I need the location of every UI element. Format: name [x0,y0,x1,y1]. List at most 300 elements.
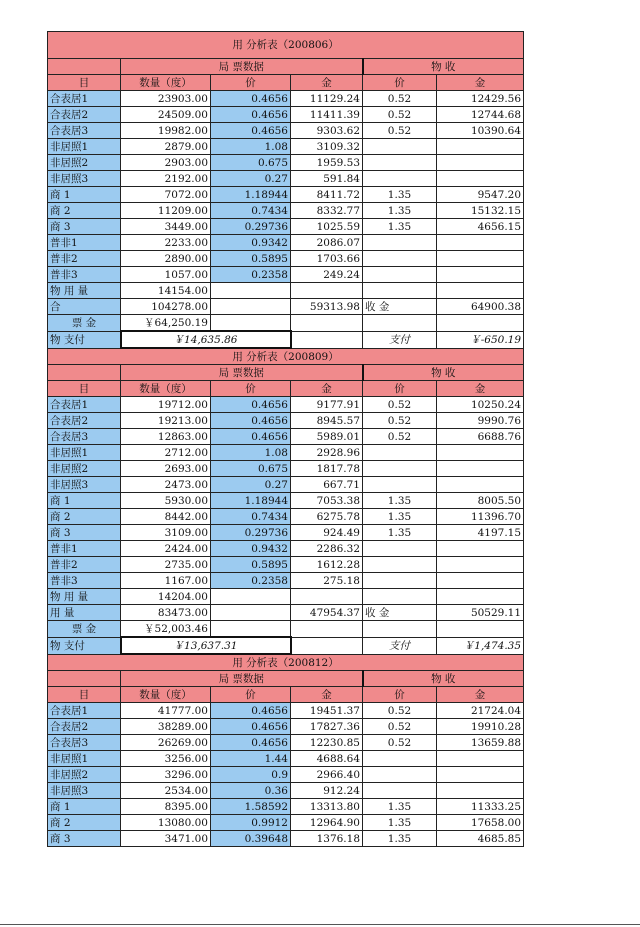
cell-amount[interactable]: 2086.07 [291,235,363,251]
col-header-quantity[interactable]: 数量（度） [121,687,211,703]
cell-receive-price[interactable] [363,251,437,267]
cell-amount[interactable]: 19451.37 [291,703,363,719]
pay2-value[interactable]: ￥-650.19 [437,331,524,348]
table-row [48,203,524,219]
cell-price[interactable]: 0.5895 [211,251,291,267]
cell-receive-amount[interactable]: 9547.20 [437,187,524,203]
cell-price[interactable]: 0.36 [211,783,291,799]
receive-label[interactable]: 收 金 [363,299,437,315]
pay2-value[interactable]: ￥1,474.35 [437,637,524,654]
cell-receive-price[interactable]: 0.52 [363,735,437,751]
cell-amount[interactable]: 249.24 [291,267,363,283]
cell-quantity[interactable]: 2735.00 [121,557,211,573]
cell-amount[interactable]: 2928.96 [291,445,363,461]
total-label[interactable]: 合 [48,299,121,315]
row-label[interactable]: 商 2 [48,203,121,219]
ticket-label[interactable]: 票 金 [48,315,121,332]
row-label[interactable]: 合表居1 [48,91,121,107]
subheader-row [48,671,524,687]
cell-amount[interactable]: 2966.40 [291,767,363,783]
cell-amount[interactable]: 7053.38 [291,493,363,509]
row-label[interactable]: 非居照1 [48,139,121,155]
row-label[interactable]: 合表居3 [48,123,121,139]
row-label[interactable]: 非居照3 [48,783,121,799]
cell-price[interactable]: 0.4656 [211,719,291,735]
cell-receive-amount[interactable]: 12429.56 [437,91,524,107]
cell-price[interactable]: 0.29736 [211,525,291,541]
cell-price[interactable]: 0.4656 [211,703,291,719]
col-header-receive-price[interactable]: 价 [363,687,437,703]
cell-price[interactable]: 0.675 [211,155,291,171]
row-label[interactable]: 商 3 [48,219,121,235]
table-row [48,477,524,493]
cell-amount[interactable]: 17827.36 [291,719,363,735]
cell-price[interactable]: 0.9342 [211,235,291,251]
cell-amount[interactable]: 2286.32 [291,541,363,557]
usage-label[interactable]: 物 用 量 [48,589,121,605]
row-label[interactable]: 非居照2 [48,155,121,171]
cell-quantity[interactable]: 19982.00 [121,123,211,139]
section-title[interactable]: 用 分析表（200806） [48,32,524,59]
cell-price[interactable]: 0.9 [211,767,291,783]
cell-receive-amount[interactable]: 10390.64 [437,123,524,139]
cell-quantity[interactable]: 23903.00 [121,91,211,107]
cell-receive-price[interactable]: 1.35 [363,831,437,847]
pay-blank[interactable] [291,331,363,348]
cell-receive-price[interactable]: 0.52 [363,91,437,107]
row-label[interactable]: 非居照1 [48,445,121,461]
cell-receive-amount[interactable]: 4656.15 [437,219,524,235]
cell-receive-amount[interactable] [437,767,524,783]
cell-receive-price[interactable] [363,445,437,461]
row-label[interactable]: 普非1 [48,541,121,557]
cell-receive-price[interactable] [363,235,437,251]
row-label[interactable]: 商 2 [48,509,121,525]
col-header-receive-amount[interactable]: 金 [437,381,524,397]
cell-receive-price[interactable] [363,155,437,171]
total-blank[interactable] [211,299,291,315]
subheader-blank[interactable] [48,59,121,75]
total-amount[interactable]: 59313.98 [291,299,363,315]
subheader-bureau[interactable]: 局 票数据 [121,59,363,75]
usage-blank-1[interactable] [211,589,291,605]
col-header-receive-price[interactable]: 价 [363,381,437,397]
section-title[interactable]: 用 分析表（200812） [48,654,524,671]
total-blank[interactable] [211,605,291,621]
cell-amount[interactable]: 6275.78 [291,509,363,525]
cell-amount[interactable]: 4688.64 [291,751,363,767]
col-header-amount[interactable]: 金 [291,687,363,703]
cell-amount[interactable]: 13313.80 [291,799,363,815]
col-header-price[interactable]: 价 [211,687,291,703]
usage-blank-1[interactable] [211,283,291,299]
cell-quantity[interactable]: 2424.00 [121,541,211,557]
col-header-receive-price[interactable]: 价 [363,75,437,91]
cell-receive-price[interactable]: 1.35 [363,187,437,203]
cell-amount[interactable]: 9177.91 [291,397,363,413]
cell-quantity[interactable]: 2192.00 [121,171,211,187]
ticket-blank-1[interactable] [211,621,291,638]
cell-receive-price[interactable]: 1.35 [363,493,437,509]
total-amount[interactable]: 47954.37 [291,605,363,621]
row-label[interactable]: 非居照2 [48,767,121,783]
cell-receive-price[interactable] [363,139,437,155]
cell-amount[interactable]: 1612.28 [291,557,363,573]
cell-price[interactable]: 0.9912 [211,815,291,831]
cell-quantity[interactable]: 1057.00 [121,267,211,283]
pay-value[interactable]: ￥13,637.31 [121,637,291,654]
cell-quantity[interactable]: 26269.00 [121,735,211,751]
ticket-blank-4[interactable] [437,315,524,332]
receive-label[interactable]: 收 金 [363,605,437,621]
cell-receive-amount[interactable]: 8005.50 [437,493,524,509]
section-title[interactable]: 用 分析表（200809） [48,348,524,365]
cell-receive-price[interactable] [363,461,437,477]
cell-price[interactable]: 0.9432 [211,541,291,557]
cell-receive-amount[interactable] [437,557,524,573]
cell-price[interactable]: 0.4656 [211,735,291,751]
ticket-blank-2[interactable] [291,315,363,332]
section-title-row [48,348,524,365]
cell-receive-amount[interactable] [437,235,524,251]
row-label[interactable]: 合表居3 [48,429,121,445]
table-row [48,123,524,139]
cell-amount[interactable]: 1817.78 [291,461,363,477]
cell-receive-amount[interactable] [437,251,524,267]
cell-quantity[interactable]: 3449.00 [121,219,211,235]
analysis-table [47,31,524,847]
col-header-receive-amount[interactable]: 金 [437,687,524,703]
cell-receive-price[interactable] [363,783,437,799]
subheader-bureau[interactable]: 局 票数据 [121,365,363,381]
usage-blank-3[interactable] [363,589,437,605]
cell-price[interactable]: 0.4656 [211,397,291,413]
col-header-receive-amount[interactable]: 金 [437,75,524,91]
pay-label[interactable]: 物 支付 [48,331,121,348]
subheader-property[interactable]: 物 收 [363,671,524,687]
column-header-row [48,75,524,91]
cell-receive-amount[interactable]: 17658.00 [437,815,524,831]
pay-blank[interactable] [291,637,363,654]
table-row [48,719,524,735]
cell-receive-amount[interactable] [437,751,524,767]
cell-price[interactable]: 0.7434 [211,203,291,219]
row-label[interactable]: 合表居2 [48,719,121,735]
cell-receive-amount[interactable]: 13659.88 [437,735,524,751]
cell-quantity[interactable]: 5930.00 [121,493,211,509]
row-label[interactable]: 商 1 [48,799,121,815]
cell-price[interactable]: 0.39648 [211,831,291,847]
cell-receive-price[interactable] [363,541,437,557]
ticket-blank-2[interactable] [291,621,363,638]
cell-quantity[interactable]: 12863.00 [121,429,211,445]
usage-blank-4[interactable] [437,589,524,605]
row-label[interactable]: 非居照3 [48,171,121,187]
cell-quantity[interactable]: 8395.00 [121,799,211,815]
cell-receive-price[interactable]: 1.35 [363,509,437,525]
cell-receive-price[interactable]: 0.52 [363,719,437,735]
ticket-value[interactable]: ￥64,250.19 [121,315,211,332]
row-label[interactable]: 普非2 [48,251,121,267]
row-label[interactable]: 商 1 [48,187,121,203]
cell-quantity[interactable]: 8442.00 [121,509,211,525]
cell-receive-amount[interactable] [437,573,524,589]
row-label[interactable]: 普非1 [48,235,121,251]
subheader-property[interactable]: 物 收 [363,59,524,75]
cell-quantity[interactable]: 2693.00 [121,461,211,477]
cell-amount[interactable]: 3109.32 [291,139,363,155]
cell-price[interactable]: 1.44 [211,751,291,767]
cell-price[interactable]: 0.4656 [211,107,291,123]
cell-receive-price[interactable]: 1.35 [363,815,437,831]
cell-price[interactable]: 0.4656 [211,413,291,429]
cell-amount[interactable]: 1959.53 [291,155,363,171]
cell-receive-amount[interactable] [437,139,524,155]
usage-blank-3[interactable] [363,283,437,299]
table-row [48,509,524,525]
row-label[interactable]: 合表居1 [48,397,121,413]
cell-receive-price[interactable] [363,751,437,767]
cell-receive-amount[interactable]: 11333.25 [437,799,524,815]
ticket-value[interactable]: ￥52,003.46 [121,621,211,638]
cell-price[interactable]: 0.4656 [211,123,291,139]
cell-amount[interactable]: 11411.39 [291,107,363,123]
cell-amount[interactable]: 1376.18 [291,831,363,847]
cell-amount[interactable]: 5989.01 [291,429,363,445]
col-header-item[interactable]: 目 [48,687,121,703]
table-row [48,557,524,573]
row-label[interactable]: 商 3 [48,831,121,847]
ticket-blank-4[interactable] [437,621,524,638]
pay2-label[interactable]: 支付 [363,637,437,654]
cell-price[interactable]: 1.18944 [211,493,291,509]
cell-amount[interactable]: 275.18 [291,573,363,589]
cell-price[interactable]: 0.5895 [211,557,291,573]
cell-receive-amount[interactable]: 12744.68 [437,107,524,123]
cell-receive-price[interactable] [363,477,437,493]
cell-quantity[interactable]: 2233.00 [121,235,211,251]
cell-quantity[interactable]: 13080.00 [121,815,211,831]
cell-receive-price[interactable]: 0.52 [363,413,437,429]
cell-receive-amount[interactable] [437,171,524,187]
cell-quantity[interactable]: 3296.00 [121,767,211,783]
cell-receive-price[interactable] [363,557,437,573]
col-header-price[interactable]: 价 [211,75,291,91]
cell-price[interactable]: 0.7434 [211,509,291,525]
total-quantity[interactable]: 83473.00 [121,605,211,621]
table-row [48,815,524,831]
subheader-blank[interactable] [48,365,121,381]
cell-receive-price[interactable]: 0.52 [363,123,437,139]
pay-value[interactable]: ￥14,635.86 [121,331,291,348]
table-row [48,187,524,203]
cell-amount[interactable]: 8332.77 [291,203,363,219]
subheader-blank[interactable] [48,671,121,687]
cell-quantity[interactable]: 2890.00 [121,251,211,267]
col-header-amount[interactable]: 金 [291,381,363,397]
cell-quantity[interactable]: 2473.00 [121,477,211,493]
table-row [48,493,524,509]
cell-receive-price[interactable]: 0.52 [363,703,437,719]
cell-quantity[interactable]: 2903.00 [121,155,211,171]
cell-receive-price[interactable]: 1.35 [363,799,437,815]
col-header-quantity[interactable]: 数量（度） [121,381,211,397]
cell-receive-amount[interactable]: 10250.24 [437,397,524,413]
cell-quantity[interactable]: 19213.00 [121,413,211,429]
cell-amount[interactable]: 8411.72 [291,187,363,203]
cell-amount[interactable]: 9303.62 [291,123,363,139]
cell-receive-amount[interactable] [437,445,524,461]
table-row [48,91,524,107]
row-label[interactable]: 商 2 [48,815,121,831]
pay-label[interactable]: 物 支付 [48,637,121,654]
cell-receive-amount[interactable]: 9990.76 [437,413,524,429]
ticket-blank-3[interactable] [363,315,437,332]
row-label[interactable]: 普非3 [48,267,121,283]
cell-receive-amount[interactable] [437,541,524,557]
cell-receive-price[interactable]: 1.35 [363,525,437,541]
cell-quantity[interactable]: 41777.00 [121,703,211,719]
cell-receive-price[interactable]: 0.52 [363,107,437,123]
table-row [48,573,524,589]
cell-receive-amount[interactable] [437,461,524,477]
cell-amount[interactable]: 924.49 [291,525,363,541]
cell-amount[interactable]: 667.71 [291,477,363,493]
cell-quantity[interactable]: 3109.00 [121,525,211,541]
table-row [48,541,524,557]
section-title-row [48,32,524,59]
cell-receive-amount[interactable] [437,267,524,283]
cell-quantity[interactable]: 2712.00 [121,445,211,461]
cell-price[interactable]: 1.58592 [211,799,291,815]
row-label[interactable]: 合表居2 [48,413,121,429]
ticket-row [48,315,524,332]
cell-receive-price[interactable] [363,267,437,283]
cell-receive-amount[interactable]: 15132.15 [437,203,524,219]
cell-price[interactable]: 1.08 [211,139,291,155]
cell-quantity[interactable]: 38289.00 [121,719,211,735]
cell-receive-price[interactable]: 0.52 [363,397,437,413]
cell-amount[interactable]: 12964.90 [291,815,363,831]
cell-price[interactable]: 0.2358 [211,267,291,283]
cell-quantity[interactable]: 24509.00 [121,107,211,123]
cell-price[interactable]: 0.4656 [211,429,291,445]
row-label[interactable]: 普非3 [48,573,121,589]
cell-receive-amount[interactable]: 6688.76 [437,429,524,445]
table-row [48,445,524,461]
cell-amount[interactable]: 912.24 [291,783,363,799]
cell-receive-price[interactable] [363,767,437,783]
row-label[interactable]: 合表居2 [48,107,121,123]
subheader-property[interactable]: 物 收 [363,365,524,381]
row-label[interactable]: 商 1 [48,493,121,509]
cell-quantity[interactable]: 3471.00 [121,831,211,847]
cell-receive-price[interactable] [363,171,437,187]
cell-quantity[interactable]: 2879.00 [121,139,211,155]
cell-price[interactable]: 0.4656 [211,91,291,107]
cell-price[interactable]: 0.675 [211,461,291,477]
cell-price[interactable]: 1.08 [211,445,291,461]
usage-blank-2[interactable] [291,283,363,299]
cell-receive-amount[interactable] [437,155,524,171]
ticket-blank-1[interactable] [211,315,291,332]
cell-price[interactable]: 0.27 [211,477,291,493]
usage-value[interactable]: 14154.00 [121,283,211,299]
row-label[interactable]: 非居照2 [48,461,121,477]
cell-price[interactable]: 0.29736 [211,219,291,235]
pay2-label[interactable]: 支付 [363,331,437,348]
col-header-amount[interactable]: 金 [291,75,363,91]
cell-amount[interactable]: 1025.59 [291,219,363,235]
cell-amount[interactable]: 11129.24 [291,91,363,107]
cell-receive-price[interactable]: 1.35 [363,203,437,219]
cell-amount[interactable]: 1703.66 [291,251,363,267]
row-label[interactable]: 商 3 [48,525,121,541]
cell-quantity[interactable]: 1167.00 [121,573,211,589]
table-row [48,251,524,267]
cell-receive-price[interactable]: 0.52 [363,429,437,445]
cell-receive-price[interactable] [363,573,437,589]
ticket-label[interactable]: 票 金 [48,621,121,638]
row-label[interactable]: 普非2 [48,557,121,573]
cell-price[interactable]: 1.18944 [211,187,291,203]
cell-receive-amount[interactable] [437,477,524,493]
table-row [48,107,524,123]
cell-price[interactable]: 0.2358 [211,573,291,589]
total-label[interactable]: 用 量 [48,605,121,621]
cell-price[interactable]: 0.27 [211,171,291,187]
cell-receive-amount[interactable]: 21724.04 [437,703,524,719]
cell-receive-amount[interactable]: 4685.85 [437,831,524,847]
usage-value[interactable]: 14204.00 [121,589,211,605]
cell-receive-amount[interactable]: 19910.28 [437,719,524,735]
cell-receive-amount[interactable] [437,783,524,799]
usage-blank-4[interactable] [437,283,524,299]
col-header-quantity[interactable]: 数量（度） [121,75,211,91]
usage-row [48,283,524,299]
cell-quantity[interactable]: 7072.00 [121,187,211,203]
cell-receive-amount[interactable]: 4197.15 [437,525,524,541]
column-header-row [48,687,524,703]
subheader-bureau[interactable]: 局 票数据 [121,671,363,687]
usage-blank-2[interactable] [291,589,363,605]
row-label[interactable]: 非居照3 [48,477,121,493]
col-header-price[interactable]: 价 [211,381,291,397]
usage-row [48,589,524,605]
row-label[interactable]: 合表居1 [48,703,121,719]
table-row [48,461,524,477]
col-header-item[interactable]: 目 [48,75,121,91]
cell-amount[interactable]: 591.84 [291,171,363,187]
cell-amount[interactable]: 8945.57 [291,413,363,429]
cell-quantity[interactable]: 19712.00 [121,397,211,413]
row-label[interactable]: 非居照1 [48,751,121,767]
usage-label[interactable]: 物 用 量 [48,283,121,299]
receive-amount[interactable]: 64900.38 [437,299,524,315]
cell-quantity[interactable]: 3256.00 [121,751,211,767]
cell-quantity[interactable]: 11209.00 [121,203,211,219]
cell-receive-amount[interactable]: 11396.70 [437,509,524,525]
receive-amount[interactable]: 50529.11 [437,605,524,621]
row-label[interactable]: 合表居3 [48,735,121,751]
table-row [48,751,524,767]
cell-receive-price[interactable]: 1.35 [363,219,437,235]
total-quantity[interactable]: 104278.00 [121,299,211,315]
cell-amount[interactable]: 12230.85 [291,735,363,751]
cell-quantity[interactable]: 2534.00 [121,783,211,799]
col-header-item[interactable]: 目 [48,381,121,397]
ticket-blank-3[interactable] [363,621,437,638]
